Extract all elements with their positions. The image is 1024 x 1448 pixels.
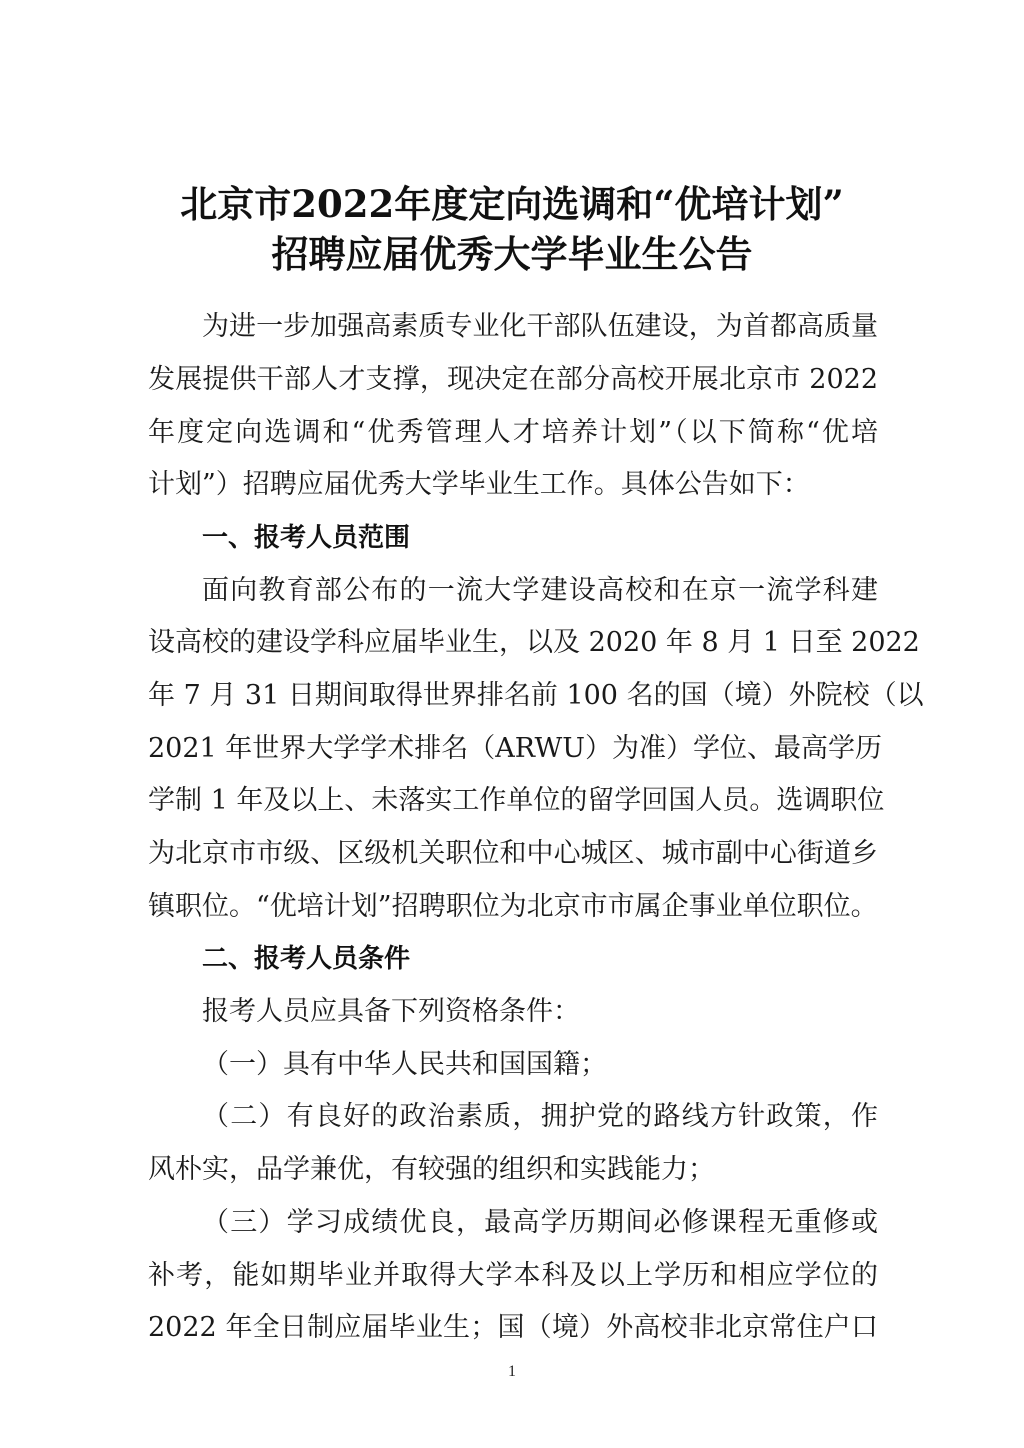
section-1-line-1: 面向教育部公布的一流大学建设高校和在京一流学科建 — [202, 575, 878, 606]
section-1-line-5: 学制 1 年及以上、未落实工作单位的留学回国人员。选调职位 — [148, 785, 885, 816]
condition-3-line-1: （三）学习成绩优良，最高学历期间必修课程无重修或 — [202, 1207, 878, 1238]
intro-line-3: 年度定向选调和“优秀管理人才培养计划”（以下简称“优培 — [148, 417, 878, 448]
section-2-heading: 二、报考人员条件 — [202, 944, 411, 974]
condition-3-line-3: 2022 年全日制应届毕业生；国（境）外高校非北京常住户口 — [148, 1312, 878, 1343]
section-1-line-2: 设高校的建设学科应届毕业生，以及 2020 年 8 月 1 日至 2022 — [148, 627, 920, 658]
section-1-line-6: 为北京市市级、区级机关职位和中心城区、城市副中心街道乡 — [148, 838, 878, 869]
section-1-heading: 一、报考人员范围 — [202, 523, 411, 553]
condition-3-line-2: 补考，能如期毕业并取得大学本科及以上学历和相应学位的 — [148, 1260, 878, 1291]
page-number: 1 — [508, 1363, 516, 1380]
condition-1: （一）具有中华人民共和国国籍； — [202, 1049, 607, 1080]
section-1-line-3: 年 7 月 31 日期间取得世界排名前 100 名的国（境）外院校（以 — [148, 680, 924, 711]
intro-line-4: 计划”）招聘应届优秀大学毕业生工作。具体公告如下： — [148, 469, 810, 500]
intro-line-2: 发展提供干部人才支撑，现决定在部分高校开展北京市 2022 — [148, 364, 878, 395]
condition-2-line-1: （二）有良好的政治素质，拥护党的路线方针政策，作 — [202, 1101, 878, 1132]
section-1-line-7: 镇职位。“优培计划”招聘职位为北京市市属企事业单位职位。 — [148, 891, 878, 922]
condition-2-line-2: 风朴实，品学兼优，有较强的组织和实践能力； — [148, 1154, 715, 1185]
document-title-line-1: 北京市2022年度定向选调和“优培计划” — [180, 182, 844, 226]
section-2-intro: 报考人员应具备下列资格条件： — [202, 996, 580, 1027]
section-1-line-4: 2021 年世界大学学术排名（ARWU）为准）学位、最高学历 — [148, 733, 883, 764]
intro-line-1: 为进一步加强高素质专业化干部队伍建设，为首都高质量 — [202, 311, 878, 342]
document-title-line-2: 招聘应届优秀大学毕业生公告 — [271, 232, 753, 276]
